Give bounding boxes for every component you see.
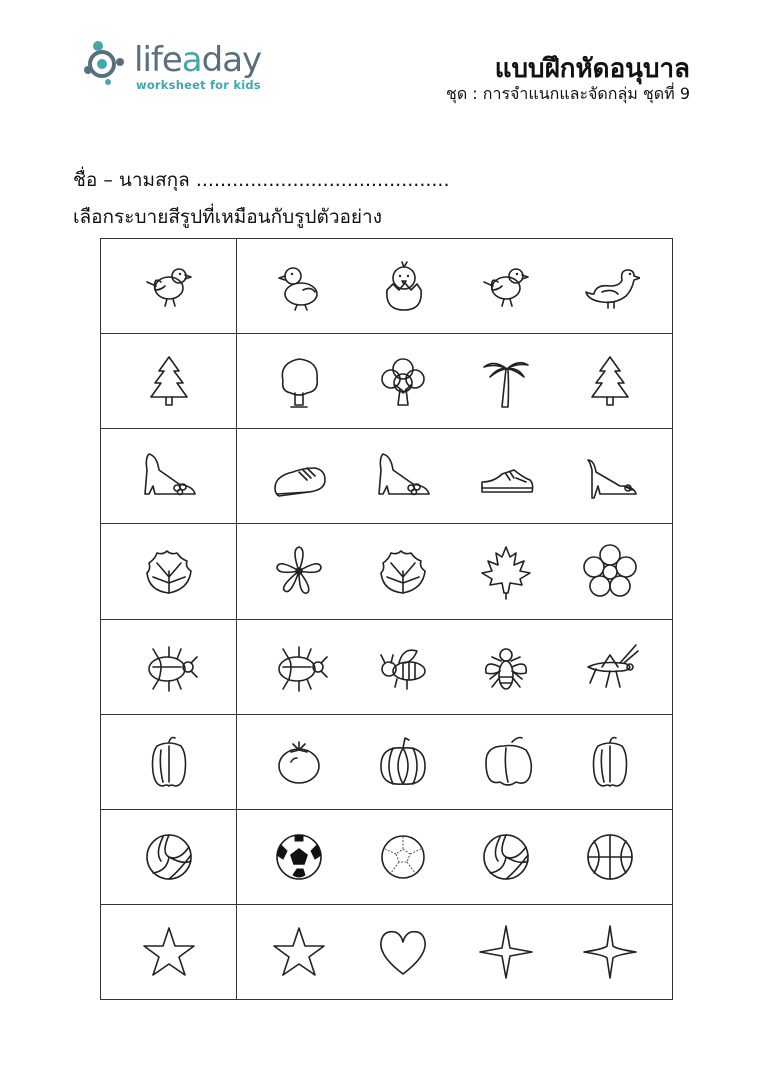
answer-choice[interactable]	[373, 637, 433, 697]
answer-choice[interactable]	[269, 351, 329, 411]
question-row	[101, 334, 673, 429]
question-row	[101, 524, 673, 619]
duck-icon	[580, 256, 640, 316]
answer-choice[interactable]	[269, 827, 329, 887]
answer-choice[interactable]	[476, 351, 536, 411]
choices-cell	[237, 524, 673, 619]
answer-choice[interactable]	[476, 256, 536, 316]
question-row	[101, 429, 673, 524]
logo	[82, 38, 282, 98]
example-cell	[101, 429, 237, 524]
answer-choice[interactable]	[476, 637, 536, 697]
question-row	[101, 239, 673, 334]
example-cell	[101, 334, 237, 429]
star-icon	[269, 922, 329, 982]
answer-choice[interactable]	[269, 637, 329, 697]
answer-choice[interactable]	[580, 637, 640, 697]
answer-choice[interactable]	[580, 827, 640, 887]
choices-cell	[237, 239, 673, 334]
volleyball-icon	[139, 827, 199, 887]
example-picture	[139, 827, 199, 887]
maple-leaf-icon	[476, 541, 536, 601]
example-picture	[139, 256, 199, 316]
example-picture	[139, 446, 199, 506]
instruction-text: เลือกระบายสีรูปที่เหมือนกับรูปตัวอย่าง	[73, 206, 382, 228]
matching-grid	[100, 238, 673, 1000]
logo-tagline: worksheet for kids	[136, 78, 261, 92]
answer-choice[interactable]	[476, 732, 536, 792]
plumeria-flower-icon	[269, 541, 329, 601]
volleyball-icon	[476, 827, 536, 887]
answer-choice[interactable]	[269, 541, 329, 601]
example-cell	[101, 809, 237, 904]
answer-choice[interactable]	[373, 541, 433, 601]
choices-cell	[237, 334, 673, 429]
example-cell	[101, 524, 237, 619]
answer-choice[interactable]	[269, 256, 329, 316]
logo-wordmark: lifeaday	[134, 40, 262, 80]
fly-icon	[476, 637, 536, 697]
example-picture	[139, 541, 199, 601]
logo-mark-icon	[82, 38, 132, 88]
leafy-tree-icon	[373, 351, 433, 411]
pine-tree-icon	[580, 351, 640, 411]
high-heel-shoe-icon	[139, 446, 199, 506]
heart-icon	[373, 922, 433, 982]
stiletto-icon	[580, 446, 640, 506]
answer-choice[interactable]	[476, 446, 536, 506]
pumpkin-icon	[373, 732, 433, 792]
cross-star-icon	[580, 922, 640, 982]
example-cell	[101, 619, 237, 714]
example-cell	[101, 714, 237, 809]
example-cell	[101, 904, 237, 999]
answer-choice[interactable]	[373, 446, 433, 506]
geranium-leaf-icon	[373, 541, 433, 601]
example-picture	[139, 637, 199, 697]
basketball-icon	[580, 827, 640, 887]
answer-choice[interactable]	[269, 922, 329, 982]
choices-cell	[237, 619, 673, 714]
answer-choice[interactable]	[373, 351, 433, 411]
answer-choice[interactable]	[476, 922, 536, 982]
answer-choice[interactable]	[476, 541, 536, 601]
dress-shoe-icon	[269, 446, 329, 506]
bell-pepper-icon	[580, 732, 640, 792]
duckling-icon	[269, 256, 329, 316]
palm-tree-icon	[476, 351, 536, 411]
answer-choice[interactable]	[269, 446, 329, 506]
example-picture	[139, 351, 199, 411]
bell-pepper-icon	[139, 732, 199, 792]
example-picture	[139, 732, 199, 792]
answer-choice[interactable]	[580, 351, 640, 411]
question-row	[101, 809, 673, 904]
patterned-ball-icon	[373, 827, 433, 887]
answer-choice[interactable]	[476, 827, 536, 887]
choices-cell	[237, 714, 673, 809]
question-row	[101, 619, 673, 714]
choices-cell	[237, 904, 673, 999]
answer-choice[interactable]	[373, 922, 433, 982]
answer-choice[interactable]	[580, 732, 640, 792]
answer-choice[interactable]	[580, 541, 640, 601]
pine-tree-icon	[139, 351, 199, 411]
name-field-line: ชื่อ – นามสกุล ..........................................	[73, 169, 450, 191]
answer-choice[interactable]	[269, 732, 329, 792]
hatching-chick-icon	[373, 256, 433, 316]
bird-icon	[139, 256, 199, 316]
answer-choice[interactable]	[580, 446, 640, 506]
grasshopper-icon	[580, 637, 640, 697]
four-point-star-icon	[476, 922, 536, 982]
example-cell	[101, 239, 237, 334]
bird-icon	[476, 256, 536, 316]
choices-cell	[237, 809, 673, 904]
soccer-ball-icon	[269, 827, 329, 887]
star-icon	[139, 922, 199, 982]
choices-cell	[237, 429, 673, 524]
beetle-icon	[269, 637, 329, 697]
round-tree-icon	[269, 351, 329, 411]
question-row	[101, 714, 673, 809]
worksheet-subtitle: ชุด : การจำแนกและจัดกลุ่ม ชุดที่ 9	[445, 84, 690, 103]
geranium-leaf-icon	[139, 541, 199, 601]
example-picture	[139, 922, 199, 982]
answer-choice[interactable]	[373, 732, 433, 792]
five-petal-flower-icon	[580, 541, 640, 601]
answer-choice[interactable]	[373, 256, 433, 316]
tomato-icon	[269, 732, 329, 792]
sneaker-icon	[476, 446, 536, 506]
answer-choice[interactable]	[373, 827, 433, 887]
question-row	[101, 904, 673, 999]
beetle-icon	[139, 637, 199, 697]
answer-choice[interactable]	[580, 256, 640, 316]
bee-icon	[373, 637, 433, 697]
answer-choice[interactable]	[580, 922, 640, 982]
high-heel-shoe-icon	[373, 446, 433, 506]
worksheet-title: แบบฝึกหัดอนุบาล	[494, 54, 690, 84]
wide-pepper-icon	[476, 732, 536, 792]
